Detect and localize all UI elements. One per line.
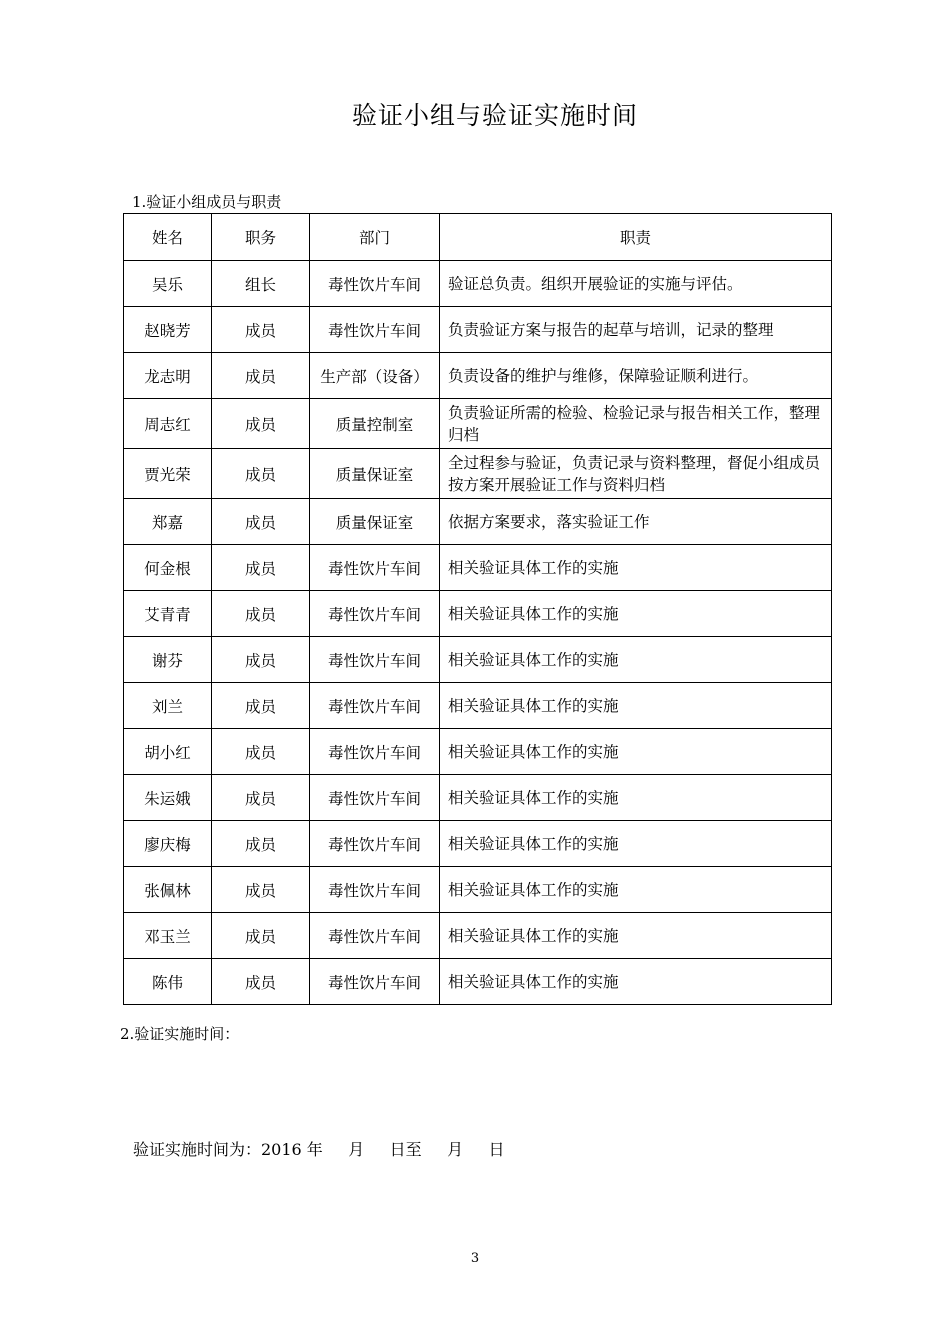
member-role: 成员 (212, 545, 310, 591)
table-row (124, 867, 832, 913)
table-row (124, 353, 832, 399)
member-duty: 验证总负责。组织开展验证的实施与评估。 (440, 261, 832, 307)
member-name: 周志红 (124, 399, 212, 449)
table-row (124, 775, 832, 821)
table-row (124, 959, 832, 1005)
member-duty: 相关验证具体工作的实施 (440, 821, 832, 867)
member-name: 吴乐 (124, 261, 212, 307)
member-department: 毒性饮片车间 (310, 959, 440, 1005)
member-name: 刘兰 (124, 683, 212, 729)
member-department: 毒性饮片车间 (310, 545, 440, 591)
member-name: 朱运娥 (124, 775, 212, 821)
member-department: 毒性饮片车间 (310, 867, 440, 913)
member-name: 谢芬 (124, 637, 212, 683)
member-role: 组长 (212, 261, 310, 307)
table-row (124, 821, 832, 867)
member-role: 成员 (212, 399, 310, 449)
member-department: 质量保证室 (310, 449, 440, 499)
table-row (124, 545, 832, 591)
table-row (124, 591, 832, 637)
member-duty: 负责验证所需的检验、检验记录与报告相关工作，整理归档 (440, 399, 832, 449)
member-duty: 相关验证具体工作的实施 (440, 867, 832, 913)
member-role: 成员 (212, 353, 310, 399)
member-role: 成员 (212, 775, 310, 821)
member-duty: 相关验证具体工作的实施 (440, 775, 832, 821)
member-name: 贾光荣 (124, 449, 212, 499)
member-department: 毒性饮片车间 (310, 729, 440, 775)
member-duty: 相关验证具体工作的实施 (440, 545, 832, 591)
member-name: 艾青青 (124, 591, 212, 637)
member-role: 成员 (212, 683, 310, 729)
table-row (124, 683, 832, 729)
member-duty: 负责验证方案与报告的起草与培训，记录的整理 (440, 307, 832, 353)
table-row (124, 449, 832, 499)
member-duty: 相关验证具体工作的实施 (440, 637, 832, 683)
member-duty: 相关验证具体工作的实施 (440, 913, 832, 959)
member-department: 毒性饮片车间 (310, 591, 440, 637)
member-name: 何金根 (124, 545, 212, 591)
member-role: 成员 (212, 637, 310, 683)
member-role: 成员 (212, 821, 310, 867)
team-table (123, 213, 832, 1005)
member-duty: 相关验证具体工作的实施 (440, 729, 832, 775)
member-department: 生产部（设备） (310, 353, 440, 399)
member-department: 毒性饮片车间 (310, 821, 440, 867)
member-role: 成员 (212, 449, 310, 499)
member-department: 质量控制室 (310, 399, 440, 449)
member-role: 成员 (212, 867, 310, 913)
member-name: 廖庆梅 (124, 821, 212, 867)
member-duty: 全过程参与验证，负责记录与资料整理，督促小组成员按方案开展验证工作与资料归档 (440, 449, 832, 499)
member-name: 邓玉兰 (124, 913, 212, 959)
table-row (124, 729, 832, 775)
table-header-row (124, 214, 832, 261)
header-duty: 职责 (440, 214, 832, 261)
member-department: 毒性饮片车间 (310, 775, 440, 821)
table-row (124, 399, 832, 449)
header-role: 职务 (212, 214, 310, 261)
member-role: 成员 (212, 913, 310, 959)
implementation-period: 验证实施时间为：2016 年 月 日至 月 日 (133, 1140, 505, 1159)
table-row (124, 261, 832, 307)
member-role: 成员 (212, 959, 310, 1005)
table-row (124, 913, 832, 959)
member-name: 张佩林 (124, 867, 212, 913)
member-department: 毒性饮片车间 (310, 307, 440, 353)
table-row (124, 637, 832, 683)
member-department: 毒性饮片车间 (310, 913, 440, 959)
member-name: 郑嘉 (124, 499, 212, 545)
page-title: 验证小组与验证实施时间 (351, 101, 638, 130)
member-name: 陈伟 (124, 959, 212, 1005)
member-department: 毒性饮片车间 (310, 683, 440, 729)
page-number: 3 (470, 1251, 480, 1266)
section-1-heading: 1.验证小组成员与职责 (132, 193, 282, 211)
member-duty: 依据方案要求，落实验证工作 (440, 499, 832, 545)
member-name: 龙志明 (124, 353, 212, 399)
member-role: 成员 (212, 591, 310, 637)
member-name: 胡小红 (124, 729, 212, 775)
member-department: 毒性饮片车间 (310, 637, 440, 683)
table-row (124, 307, 832, 353)
header-name: 姓名 (124, 214, 212, 261)
member-role: 成员 (212, 729, 310, 775)
member-role: 成员 (212, 499, 310, 545)
member-duty: 负责设备的维护与维修，保障验证顺利进行。 (440, 353, 832, 399)
member-name: 赵晓芳 (124, 307, 212, 353)
section-2-heading: 2.验证实施时间： (120, 1025, 240, 1043)
member-role: 成员 (212, 307, 310, 353)
member-duty: 相关验证具体工作的实施 (440, 959, 832, 1005)
member-duty: 相关验证具体工作的实施 (440, 683, 832, 729)
member-department: 质量保证室 (310, 499, 440, 545)
member-department: 毒性饮片车间 (310, 261, 440, 307)
member-duty: 相关验证具体工作的实施 (440, 591, 832, 637)
header-department: 部门 (310, 214, 440, 261)
table-row (124, 499, 832, 545)
